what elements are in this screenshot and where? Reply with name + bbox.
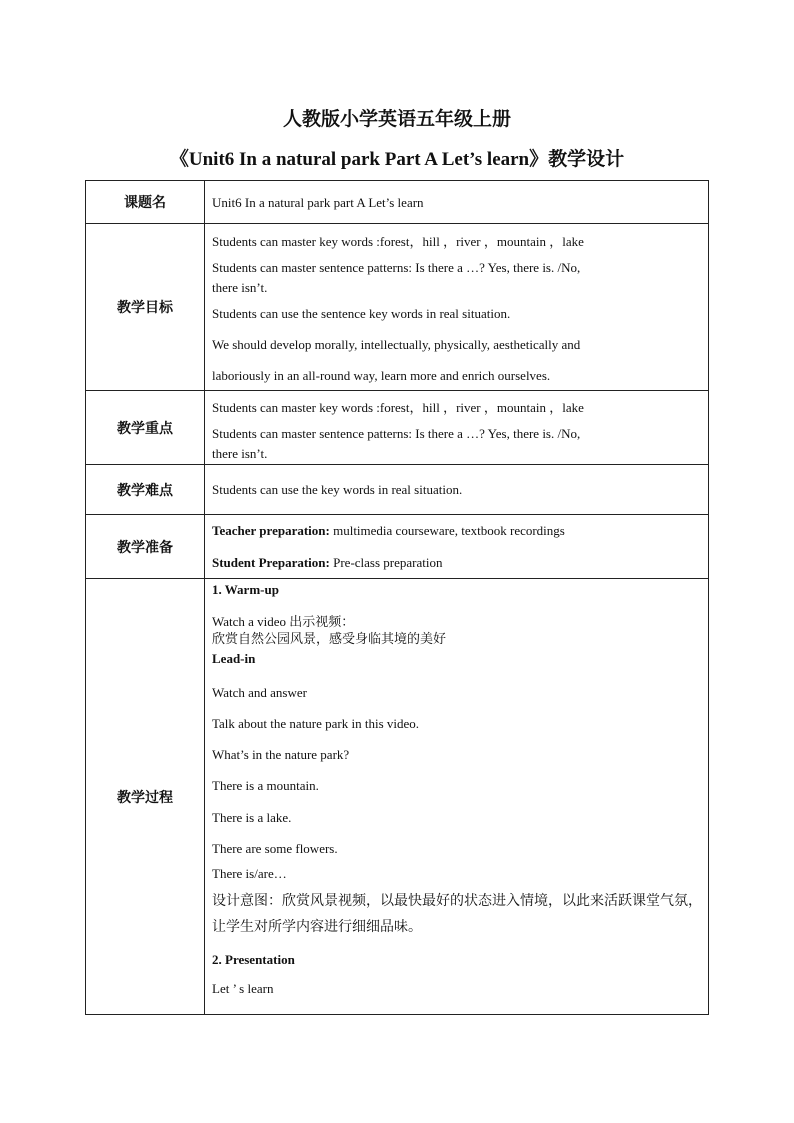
- section-warm-up: 1. Warm-up: [212, 582, 279, 597]
- label-difficulties: 教学难点: [86, 465, 205, 515]
- section-presentation: 2. Presentation: [212, 952, 295, 967]
- design-intent: 设计意图：欣赏风景视频，以最快最好的状态进入情境，以此来活跃课堂气氛，让学生对所学内容进行细细品味。: [212, 893, 702, 935]
- row-topic: [86, 181, 709, 224]
- section-lead-in: Lead-in: [212, 651, 256, 666]
- objectives-line-2b: there isn’t.: [212, 280, 268, 295]
- process-line-lake: There is a lake.: [212, 810, 292, 825]
- row-preparation: [86, 515, 709, 579]
- process-line-watch-answer: Watch and answer: [212, 685, 307, 700]
- document-title: 人教版小学英语五年级上册: [282, 108, 511, 130]
- row-objectives: [86, 224, 709, 391]
- label-objectives: 教学目标: [86, 224, 205, 391]
- student-preparation-label: Student Preparation:: [212, 555, 330, 570]
- student-preparation-text: Pre-class preparation: [329, 555, 443, 570]
- key-points-line-2b: there isn’t.: [212, 446, 268, 461]
- content-process: [205, 579, 709, 1015]
- student-preparation: [212, 554, 702, 571]
- objectives-line-4: We should develop morally, intellectually, physically, aesthetically and: [212, 337, 581, 352]
- label-preparation: 教学准备: [86, 515, 205, 579]
- teacher-preparation: [212, 522, 702, 539]
- topic-text: Unit6 In a natural park part A Let’s learn: [212, 194, 424, 210]
- process-line-talk-about: Talk about the nature park in this video.: [212, 716, 420, 731]
- document-subtitle: 《Unit6 In a natural park Part A Let’s learn》教学设计: [169, 149, 625, 170]
- teacher-preparation-label: Teacher preparation:: [212, 523, 330, 538]
- key-points-line-1: Students can master key words :forest，hill ，river ，mountain ，lake: [212, 400, 584, 415]
- objectives-line-1: Students can master key words :forest，hill ，river ，mountain ，lake: [212, 234, 584, 249]
- objectives-line-2: Students can master sentence patterns: Is there a …? Yes, there is. /No,: [212, 260, 581, 275]
- content-difficulties: [205, 465, 709, 515]
- teacher-preparation-text: multimedia courseware, textbook recordings: [329, 523, 565, 538]
- process-line-mountain: There is a mountain.: [212, 778, 319, 793]
- process-line-flowers: There are some flowers.: [212, 841, 338, 856]
- label-key-points: 教学重点: [86, 391, 205, 465]
- label-process: 教学过程: [86, 579, 205, 1015]
- process-line-enjoy-scenery: 欣赏自然公园风景，感受身临其境的美好: [212, 632, 447, 647]
- content-topic: [205, 181, 709, 224]
- content-key-points: [205, 391, 709, 465]
- difficulties-text: Students can use the key words in real situation.: [212, 482, 463, 497]
- key-points-line-2: Students can master sentence patterns: Is there a …? Yes, there is. /No,: [212, 426, 581, 441]
- lesson-plan-table: [85, 180, 709, 1015]
- row-process: [86, 579, 709, 1015]
- process-line-watch-video: Watch a video 出示视频：: [212, 614, 355, 629]
- content-objectives: [205, 224, 709, 391]
- objectives-line-4b: laboriously in an all-round way, learn more and enrich ourselves.: [212, 368, 551, 383]
- content-preparation: [205, 515, 709, 579]
- objectives-line-3: Students can use the sentence key words in real situation.: [212, 306, 511, 321]
- process-line-question: What’s in the nature park?: [212, 747, 350, 762]
- process-line-there-is-are: There is/are…: [212, 866, 287, 881]
- process-line-lets-learn: Let ’ s learn: [212, 981, 274, 996]
- row-key-points: [86, 391, 709, 465]
- label-topic: 课题名: [86, 181, 205, 224]
- row-difficulties: [86, 465, 709, 515]
